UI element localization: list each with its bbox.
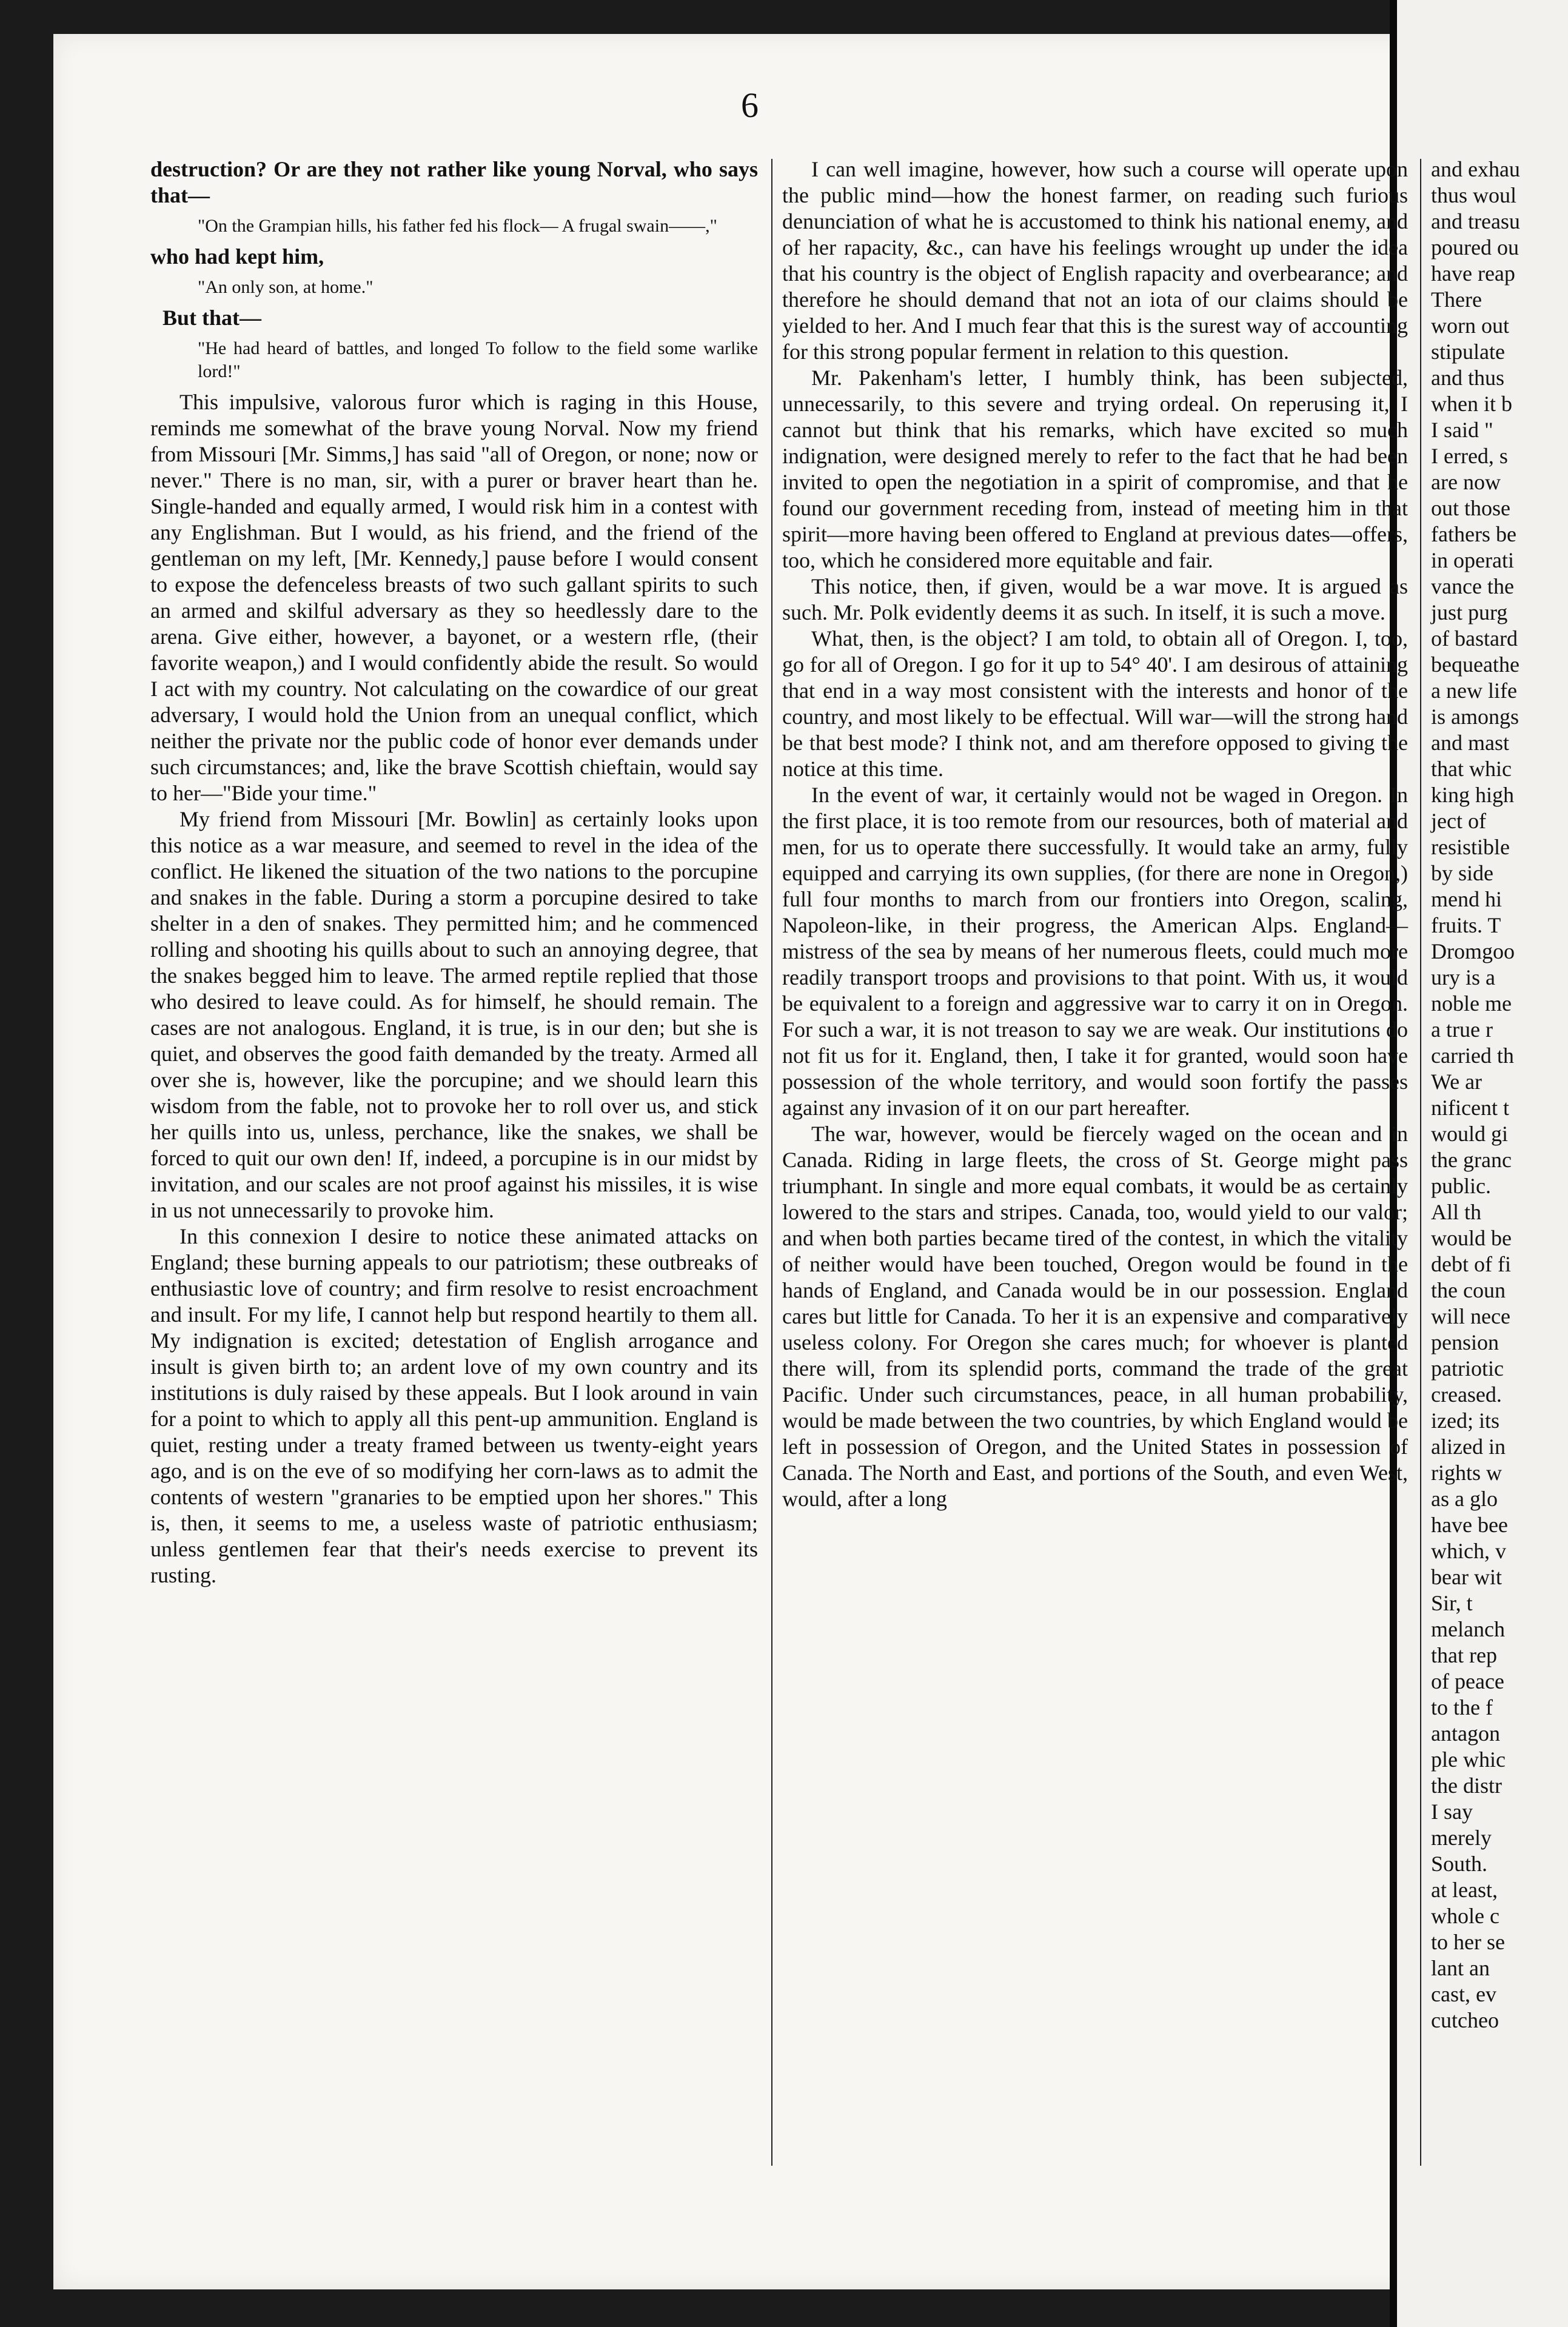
paragraph-object: What, then, is the object? I am told, to obtain all of Oregon. I, too, go for all of Oregon. I go for it up to 54° 40'. I am desirous of attaining that end in a way most consistent with the interests and honor of the country, and most likely to be effectual. Will war—will the strong hand be that best mode? I think not, and am therefore opposed to giving the notice at this time. [782, 626, 1408, 781]
column-3-line: of peace [1431, 1669, 1504, 1693]
but-that: But that— [162, 306, 262, 330]
column-3-line: melanch [1431, 1617, 1505, 1641]
column-3-line: debt of fi [1431, 1252, 1511, 1276]
column-3-line: Sir, t [1431, 1591, 1473, 1615]
column-3-line: stipulate [1431, 340, 1505, 364]
paragraph-event-of-war: In the event of war, it certainly would not be waged in Oregon. In the first place, it is too remote from our resources, both of material and men, for us to operate there successfully. It would take an army, fully equipped and carrying its own supplies, (for there are none in Oregon,) full four months to march from our frontiers into Oregon, scaling, Napoleon-like, in their progress, the American Alps. England—mistress of the sea by means of her numerous fleets, could much more readily transport troops and provisions to that point. With us, it would be equivalent to a foreign and aggressive war to carry it on in Oregon. For such a war, it is not treason to say we are weak. Our institutions do not fit us for it. England, then, I take it for granted, would soon have possession of the whole territory, and would soon fortify the passes against any invasion of it on our part hereafter. [782, 783, 1408, 1120]
column-3-line: would gi [1431, 1122, 1509, 1146]
column-3-line: fathers be [1431, 522, 1516, 546]
column-3-line: as a glo [1431, 1487, 1498, 1511]
column-3-line: cutcheo [1431, 2008, 1499, 2032]
column-3-line: bear wit [1431, 1565, 1502, 1589]
column-3-line: bequeathe [1431, 652, 1519, 677]
opening-text: destruction? Or are they not rather like young Norval, who says that— [150, 157, 758, 207]
column-3-line: that whic [1431, 757, 1512, 781]
column-3-line: ury is a [1431, 965, 1495, 989]
page-number: 6 [741, 85, 759, 125]
column-3-line: I say [1431, 1800, 1473, 1824]
column-3-line: ject of [1431, 809, 1486, 833]
column-3-line: whole c [1431, 1904, 1499, 1928]
column-3-line: have bee [1431, 1513, 1508, 1537]
column-3-line: antagon [1431, 1721, 1500, 1746]
column-3-line: alized in [1431, 1435, 1506, 1459]
column-3-line: I erred, s [1431, 444, 1508, 468]
column-3-line: at least, [1431, 1878, 1498, 1902]
column-3-line: have reap [1431, 261, 1515, 286]
column-3-line: the coun [1431, 1278, 1506, 1302]
column-3-line: noble me [1431, 991, 1512, 1016]
column-3-line: I said " [1431, 418, 1493, 442]
column-3-line: that rep [1431, 1643, 1497, 1667]
text-column-3-cropped [1431, 156, 1568, 2034]
column-3-line: We ar [1431, 1070, 1483, 1094]
column-3-line: to her se [1431, 1930, 1505, 1954]
column-3-line: out those [1431, 496, 1510, 520]
column-3-line: patriotic [1431, 1356, 1504, 1381]
paragraph-connexion: In this connexion I desire to notice these animated attacks on England; these burning appeals to our patriotism; these outbreaks of enthusiastic love of country; and firm resolve to resist encroachment and insult. For my life, I cannot help but respond heartily to them all. My indignation is excited; detestation of English arrogance and insult is given birth to; an ardent love of my own country and its institutions is duly raised by these appeals. But I look around in vain for a point to which to apply all this pent-up ammunition. England is quiet, resting under a treaty framed between us twenty-eight years ago, and is on the eve of so modifying her corn-laws as to admit the contents of western "granaries to be emptied upon her shores." This is, then, it seems to me, a useless waste of patriotic enthusiasm; unless gentlemen fear that their's needs exercise to prevent its rusting. [150, 1224, 758, 1587]
column-rule-1 [771, 159, 772, 2166]
column-3-line: are now [1431, 470, 1501, 494]
quote-only-son: "An only son, at home." [198, 277, 374, 297]
column-3-line: which, v [1431, 1539, 1506, 1563]
column-3-line: ple whic [1431, 1747, 1506, 1772]
column-3-line: merely [1431, 1826, 1492, 1850]
column-3-line: thus woul [1431, 183, 1517, 207]
column-3-line: pension [1431, 1330, 1499, 1354]
paragraph-war-move: This notice, then, if given, would be a war move. It is argued as such. Mr. Polk evidently deems it as such. In itself, it is such a move. [782, 574, 1408, 624]
paragraph-pakenham: Mr. Pakenham's letter, I humbly think, has been subjected, unnecessarily, to this severe and trying ordeal. On reperusing it, I cannot but think that his remarks, which have excited so much indignation, were designed merely to refer to the fact that he had been invited to open the negotiation in a spirit of compromise, and that he found our government receding from, instead of meeting him in that spirit—more having been offered to England at previous dates—offers, too, which he considered more equitable and fair. [782, 366, 1408, 572]
paragraph-porcupine: My friend from Missouri [Mr. Bowlin] as certainly looks upon this notice as a war measure, and seemed to revel in the idea of the conflict. He likened the situation of the two nations to the porcupine and snakes in the fable. During a storm a porcupine desired to take shelter in a den of snakes. They permitted him; and he commenced rolling and shooting his quills about to such an annoying degree, that the snakes begged him to leave. The armed reptile replied that those who desired to leave could. As for himself, he should remain. The cases are not analogous. England, it is true, is in our den; but she is quiet, and observes the good faith demanded by the treaty. Armed all over she is, however, like the porcupine; and we should learn this wisdom from the fable, not to provoke her to roll over us, and stick her quills into us, unless, perchance, like the snakes, we shall be forced to quit our own den! If, indeed, a porcupine is in our midst by invitation, and our scales are not proof against his missiles, it is wise in us not unnecessarily to provoke him. [150, 807, 758, 1222]
column-rule-2 [1420, 159, 1421, 2166]
column-3-line: a new life [1431, 678, 1517, 703]
column-3-line: Dromgoo [1431, 939, 1515, 963]
column-3-line: a true r [1431, 1017, 1493, 1042]
column-3-line: South. [1431, 1852, 1488, 1876]
column-3-line: nificent t [1431, 1096, 1509, 1120]
column-3-line: just purg [1431, 600, 1508, 624]
column-3-line: and thus [1431, 366, 1504, 390]
column-3-line: All th [1431, 1200, 1482, 1224]
text-column-1 [150, 156, 758, 1589]
text-column-2 [782, 156, 1408, 1512]
column-3-line: and exhau [1431, 157, 1520, 181]
column-3-line: and treasu [1431, 209, 1520, 233]
column-3-line: in operati [1431, 548, 1514, 572]
column-3-line: fruits. T [1431, 913, 1501, 937]
column-3-line: by side [1431, 861, 1493, 885]
column-3-line: would be [1431, 1226, 1512, 1250]
paragraph-ocean-canada: The war, however, would be fiercely waged on the ocean and in Canada. Riding in large fleets, the cross of St. George might pass triumphant. In single and more equal combats, it would be as certainly lowered to the stars and stripes. Canada, too, would yield to our valor; and when both parties became tired of the contest, in which the vitality of neither would have been touched, Oregon would be found in the hands of England, and Canada would be in our possession. England cares but little for Canada. To her it is an expensive and comparatively useless colony. For Oregon she cares much; for whoever is planted there will, from its splendid ports, command the trade of the great Pacific. Under such circumstances, peace, in all human probability, would be made between the two countries, by which England would be left in possession of Oregon, and the United States in possession of Canada. The North and East, and portions of the South, and even West, would, after a long [782, 1122, 1408, 1511]
column-3-line: the granc [1431, 1148, 1512, 1172]
column-3-line: vance the [1431, 574, 1514, 598]
column-3-line: There [1431, 287, 1482, 312]
column-3-line: carried th [1431, 1043, 1514, 1068]
quote-grampian: "On the Grampian hills, his father fed his flock— A frugal swain——," [198, 216, 717, 236]
column-3-line: ized; its [1431, 1408, 1499, 1433]
column-3-line: lant an [1431, 1956, 1490, 1980]
paragraph-public-mind: I can well imagine, however, how such a course will operate upon the public mind—how the honest farmer, on reading such furious denunciation of what he is accustomed to think his national enemy, and of her rapacity, &c., can have his feelings wrought up under the idea that his country is the object of English rapacity and overbearance; and therefore he should demand that not an iota of our claims should be yielded to her. And I much fear that this is the surest way of accounting for this strong popular ferment in relation to this question. [782, 157, 1408, 364]
column-3-line: public. [1431, 1174, 1491, 1198]
column-3-line: of bastard [1431, 626, 1518, 651]
paragraph-norval: This impulsive, valorous furor which is raging in this House, reminds me somewhat of the brave young Norval. Now my friend from Missouri [Mr. Simms,] has said "all of Oregon, or none; now or never." There is no man, sir, with a purer or braver heart than he. Single-handed and equally armed, I would risk him in a contest with any Englishman. But I would, as his friend, and the friend of the gentleman on my left, [Mr. Kennedy,] pause before I would consent to expose the defenceless breasts of two such gallant spirits to such an armed and skilful adversary as they so heedlessly dare to the arena. Give either, however, a bayonet, or a western rfle, (their favorite weapon,) and I would confidently abide the result. So would I act with my country. Not calculating on the cowardice of our great adversary, I would hold the Union from an unequal conflict, which neither the private nor the public code of honor ever demands under such circumstances; and, like the brave Scottish chieftain, would say to her—"Bide your time." [150, 390, 758, 805]
column-3-line: to the f [1431, 1695, 1493, 1719]
column-3-line: rights w [1431, 1461, 1502, 1485]
column-3-line: poured ou [1431, 235, 1519, 259]
quote-battles: "He had heard of battles, and longed To follow to the field some warlike lord!" [198, 338, 758, 381]
column-3-line: when it b [1431, 392, 1512, 416]
column-3-line: king high [1431, 783, 1515, 807]
column-3-line: cast, ev [1431, 1982, 1496, 2006]
column-3-line: and mast [1431, 731, 1509, 755]
column-3-line: creased. [1431, 1382, 1502, 1407]
column-3-line: the distr [1431, 1773, 1502, 1798]
who-had-kept-him: who had kept him, [150, 244, 324, 269]
column-3-line: is amongs [1431, 705, 1519, 729]
column-3-line: worn out [1431, 313, 1509, 338]
column-3-line: mend hi [1431, 887, 1502, 911]
column-3-line: will nece [1431, 1304, 1510, 1328]
column-3-line: resistible [1431, 835, 1510, 859]
